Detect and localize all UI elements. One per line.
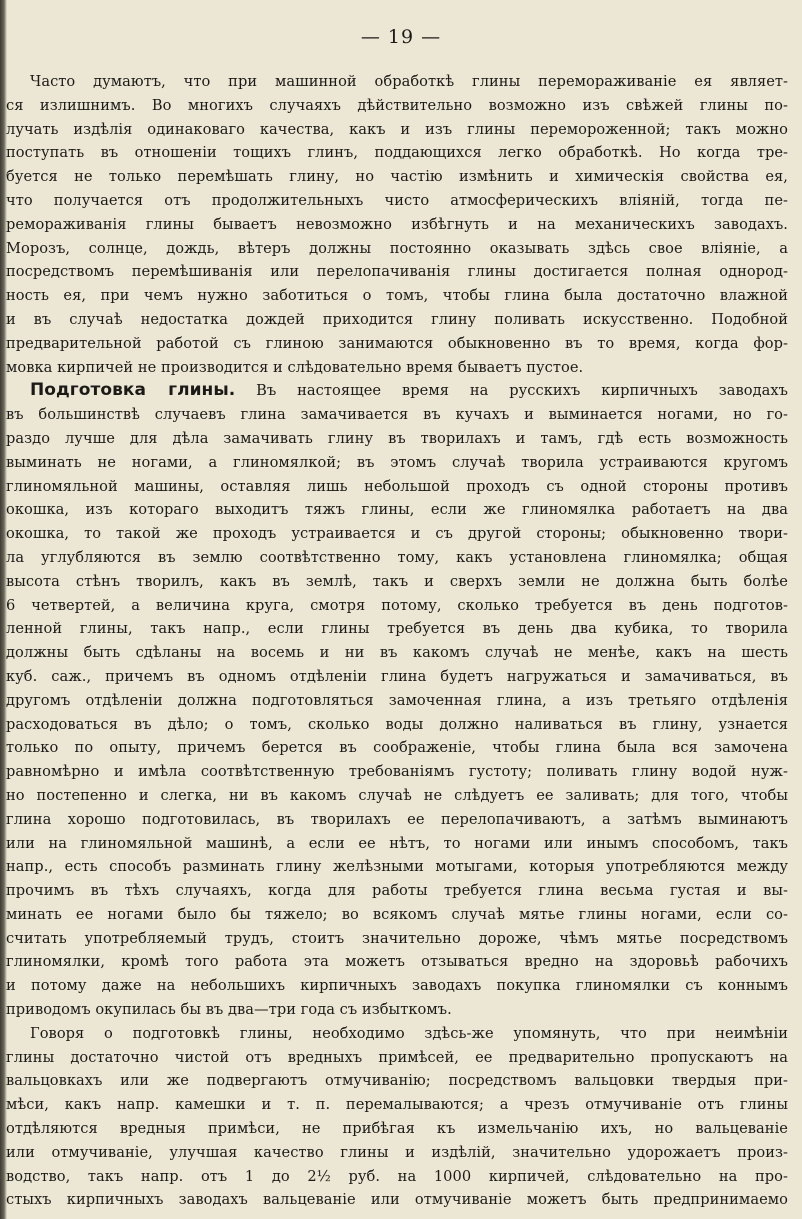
text-line: и въ случаѣ недостатка дождей приходится глину поливать искусственно. Подобной: [6, 310, 788, 328]
text-line: отдѣляются вредныя примѣси, не прибѣгая къ измельчанію ихъ, но вальцеваніе: [6, 1120, 788, 1138]
text-line: ность ея, при чемъ нужно заботиться о томъ, чтобы глина была достаточно влажной: [6, 287, 788, 305]
paragraph-clay-cleaning: [6, 1022, 788, 1212]
text-line: глиномялки, кромѣ того работа эта можетъ отзываться вредно на здоровьѣ рабочихъ: [6, 953, 788, 971]
text-line: 6 четвертей, а величина круга, смотря потому, сколько требуется въ день подготов-: [6, 596, 788, 614]
section-clay-preparation: [6, 379, 788, 1022]
text-line: приводомъ окупилась бы въ два—три года съ избыткомъ.: [6, 1001, 452, 1019]
text-line: расходоваться въ дѣло; о томъ, сколько воды должно наливаться въ глину, узнается: [6, 715, 788, 733]
text-line: выминать не ногами, а глиномялкой; въ этомъ случаѣ творила устраиваются кругомъ: [6, 453, 788, 471]
section-heading: Подготовка глины.: [30, 380, 236, 401]
text-line: раздо лучше для дѣла замачивать глину въ творилахъ и тамъ, гдѣ есть возможность: [6, 429, 788, 447]
text-line: или на глиномяльной машинѣ, а если ее нѣтъ, то ногами или инымъ способомъ, такъ: [6, 834, 788, 852]
text-line: предварительной работой съ глиною занимаются обыкновенно въ то время, когда фор-: [6, 334, 788, 352]
text-line: въ большинствѣ случаевъ глина замачивается въ кучахъ и выминается ногами, но го-: [6, 406, 788, 424]
text-line: другомъ отдѣленіи должна подготовляться замоченная глина, а изъ третьяго отдѣленія: [6, 691, 788, 709]
section-first-line-text: Въ настоящее время на русскихъ кирпичныхъ заводахъ: [256, 382, 788, 400]
text-line: лучать издѣлія одинаковаго качества, какъ и изъ глины перемороженной; такъ можно: [6, 120, 788, 138]
text-line: высота стѣнъ творилъ, какъ въ землѣ, такъ и сверхъ земли не должна быть болѣе: [6, 572, 788, 590]
text-line: мѣси, какъ напр. камешки и т. п. перемалываются; а чрезъ отмучиваніе отъ глины: [6, 1096, 788, 1114]
page-number: — 19 —: [360, 26, 442, 48]
text-line: Говоря о подготовкѣ глины, необходимо здѣсь-же упомянуть, что при неимѣніи: [30, 1024, 788, 1042]
text-line: считать употребляемый трудъ, стоитъ значительно дороже, чѣмъ мятье посредствомъ: [6, 929, 788, 947]
text-line: вальцовкахъ или же подвергаютъ отмучиванію; посредствомъ вальцовки твердыя при-: [6, 1072, 788, 1090]
text-line: окошка, изъ котораго выходитъ тяжъ глины, если же глиномялка работаетъ на два: [6, 501, 788, 519]
text-line: но постепенно и слегка, ни въ какомъ случаѣ не слѣдуетъ ее заливать; для того, чтобы: [6, 786, 788, 804]
section-first-line: [6, 379, 788, 403]
text-line: глина хорошо подготовилась, въ творилахъ ее перелопачиваютъ, а затѣмъ выминаютъ: [6, 810, 788, 828]
text-line: поступать въ отношеніи тощихъ глинъ, поддающихся легко обработкѣ. Но когда тре-: [6, 144, 788, 162]
text-line: ремораживанія глины бываетъ невозможно избѣгнуть и на механическихъ заводахъ.: [6, 215, 788, 233]
text-line: мовка кирпичей не производится и слѣдовательно время бываетъ пустое.: [6, 358, 584, 376]
text-line: водство, такъ напр. отъ 1 до 2½ руб. на 1000 кирпичей, слѣдовательно на про-: [6, 1167, 788, 1185]
text-line: прочимъ въ тѣхъ случаяхъ, когда для работы требуется глина весьма густая и вы-: [6, 882, 788, 900]
text-line: стыхъ кирпичныхъ заводахъ вальцеваніе или отмучиваніе можетъ быть предпринимаемо: [6, 1191, 788, 1209]
text-line: глиномяльной машины, оставляя лишь небольшой проходъ съ одной стороны противъ: [6, 477, 788, 495]
text-line: ла углубляются въ землю соотвѣтственно тому, какъ установлена глиномялка; общая: [6, 548, 788, 566]
text-line: Часто думаютъ, что при машинной обработкѣ глины переморaживаніе ея являет-: [30, 73, 788, 90]
text-line: минать ее ногами было бы тяжело; во всякомъ случаѣ мятье глины ногами, если со-: [6, 905, 788, 923]
text-line: ленной глины, такъ напр., если глины требуется въ день два кубика, то творила: [6, 620, 788, 638]
text-line: должны быть сдѣланы на восемь и ни въ какомъ случаѣ не менѣе, какъ на шесть: [6, 644, 788, 662]
text-line: или отмучиваніе, улучшая качество глины и издѣлій, значительно удорожаетъ произ-: [6, 1143, 788, 1161]
text-line: ся излишнимъ. Во многихъ случаяхъ дѣйствительно возможно изъ свѣжей глины по-: [6, 96, 788, 114]
text-line: куб. саж., причемъ въ одномъ отдѣленіи глина будетъ нагружаться и замачиваться, въ: [6, 667, 788, 685]
paragraph-remarks-on-freezing: [6, 70, 788, 379]
text-line: буется не только перемѣшать глину, но частію измѣнить и химическія свойства ея,: [6, 168, 788, 186]
text-line: посредствомъ перемѣшиванія или перелопачиванія глины достигается полная однород-: [6, 263, 788, 281]
text-line: только по опыту, причемъ берется въ соображеніе, чтобы глина была вся замочена: [6, 739, 788, 757]
text-line: напр., есть способъ разминать глину желѣзными мотыгами, которыя употребляются между: [6, 858, 788, 876]
text-line: равномѣрно и имѣла соотвѣтственную требованіямъ густоту; поливать глину водой нуж-: [6, 763, 788, 781]
text-body: [6, 70, 788, 1212]
text-line: глины достаточно чистой отъ вредныхъ примѣсей, ее предварительно пропускаютъ на: [6, 1048, 788, 1066]
text-line: и потому даже на небольшихъ кирпичныхъ заводахъ покупка глиномялки съ коннымъ: [6, 977, 788, 995]
text-line: Морозъ, солнце, дождь, вѣтеръ должны постоянно оказывать здѣсь свое вліяніе, а: [6, 239, 788, 257]
text-line: что получается отъ продолжительныхъ чисто атмосферическихъ вліяній, тогда пе-: [6, 191, 788, 209]
text-line: окошка, то такой же проходъ устраивается и съ другой стороны; обыкновенно твори-: [6, 525, 788, 543]
